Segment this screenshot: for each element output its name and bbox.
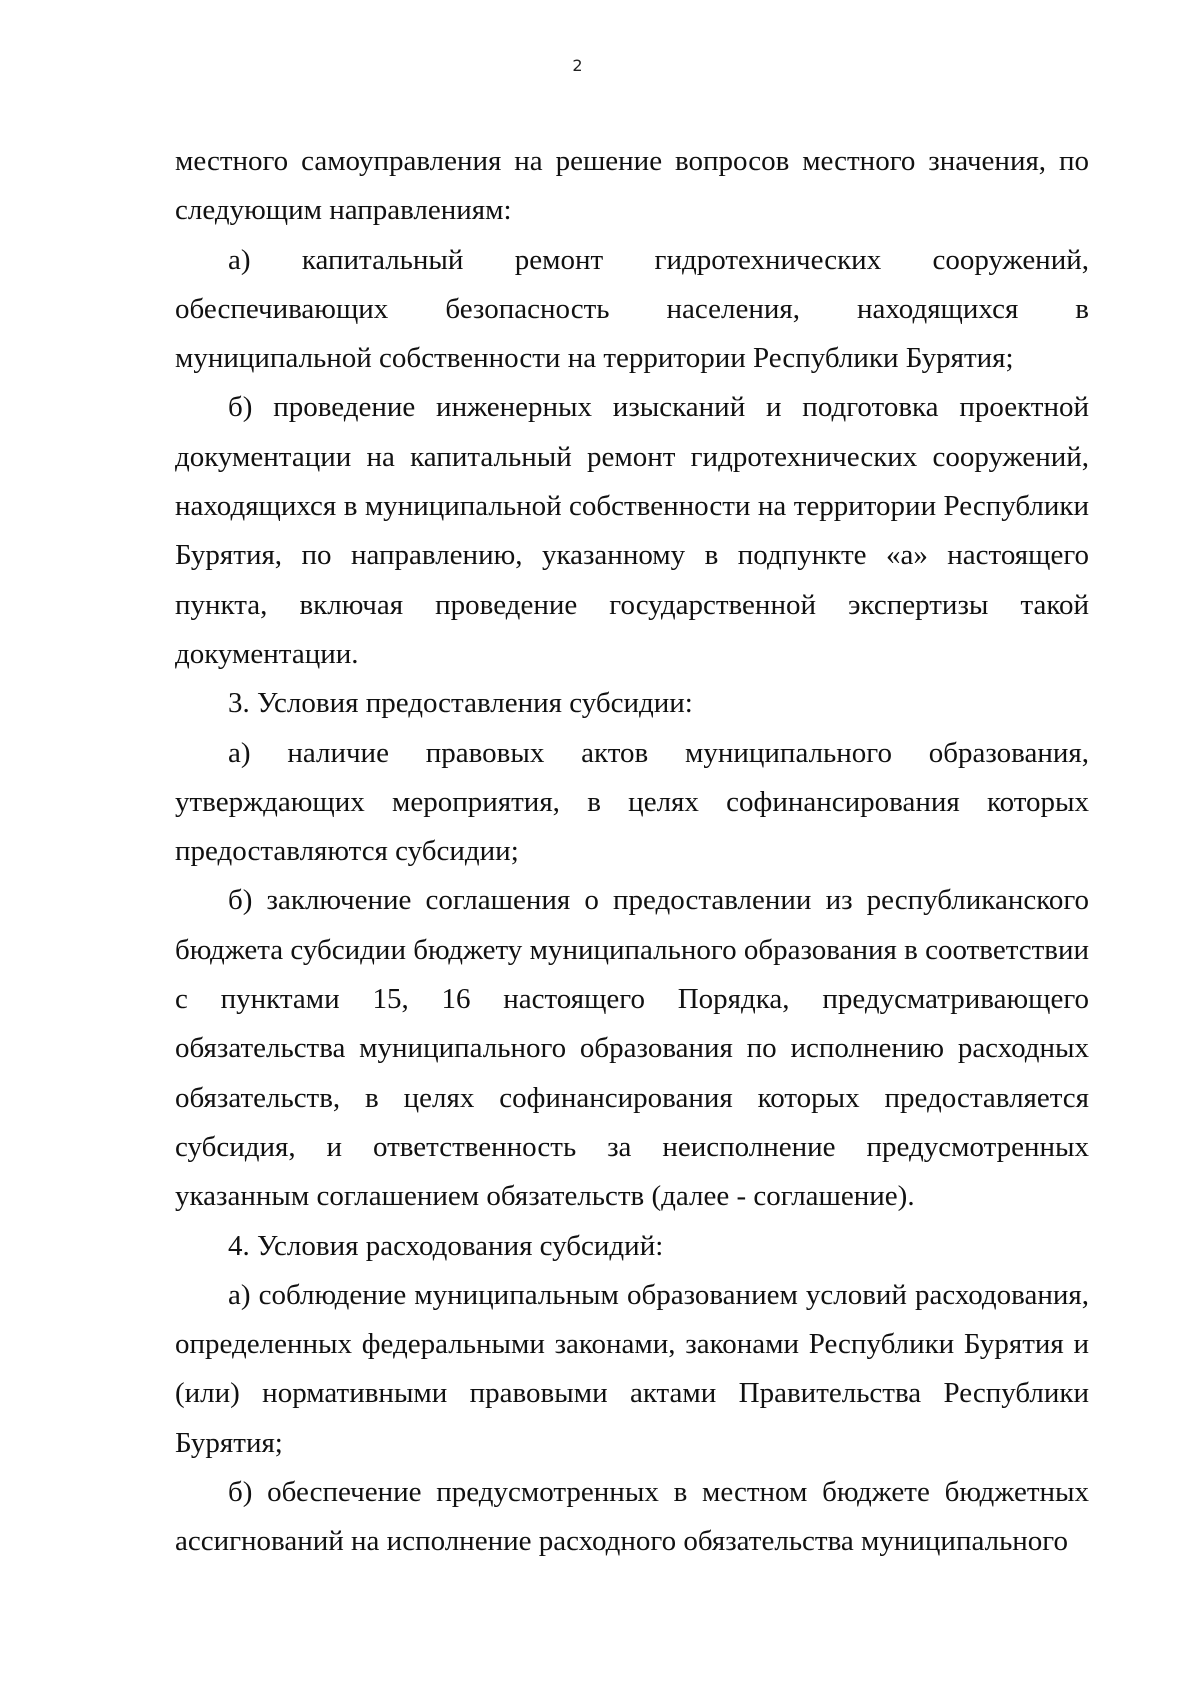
paragraph-item-3a: а) наличие правовых актов муниципального образования, утверждающих мероприятия, в целях софинансирования которых предоставляются субсидии; (175, 736, 1089, 868)
paragraph-intro-continuation: местного самоуправления на решение вопросов местного значения, по следующим направлениям: (175, 145, 1089, 227)
paragraph-item-3b: б) заключение соглашения о предоставлении из республиканского бюджета субсидии бюджету муниципального образования в соответствии с пунктами 15, 16 настоящего Порядка, предусматривающего обязательства муниципального образования по исполнению расходных обязательств, в целях софинансирования которых предоставляется субсидия, и ответственность за неисполнение предусмотренных указанным соглашением обязательств (далее - соглашение). (175, 884, 1089, 1213)
paragraph-item-2b: б) проведение инженерных изысканий и подготовка проектной документации на капитальный ремонт гидротехнических сооружений, находящихся в муниципальной собственности на территории Республики Бурятия, по направлению, указанному в подпункте «а» настоящего пункта, включая проведение государственной экспертизы такой документации. (175, 391, 1089, 670)
document-body (175, 137, 1089, 1567)
paragraph-item-4b: б) обеспечение предусмотренных в местном бюджете бюджетных ассигнований на исполнение расходного обязательства муниципального (175, 1476, 1089, 1558)
paragraph-item-4a: а) соблюдение муниципальным образованием условий расходования, определенных федеральными законами, законами Республики Бурятия и (или) нормативными правовыми актами Правительства Республики Бурятия; (175, 1278, 1089, 1459)
section-heading-4: 4. Условия расходования субсидий: (228, 1229, 664, 1262)
paragraph-item-2a: а) капитальный ремонт гидротехнических сооружений, обеспечивающих безопасность населения, находящихся в муниципальной собственности на территории Республики Бурятия; (175, 243, 1089, 375)
section-heading-3: 3. Условия предоставления субсидии: (228, 687, 693, 720)
page-number: 2 (572, 56, 583, 75)
